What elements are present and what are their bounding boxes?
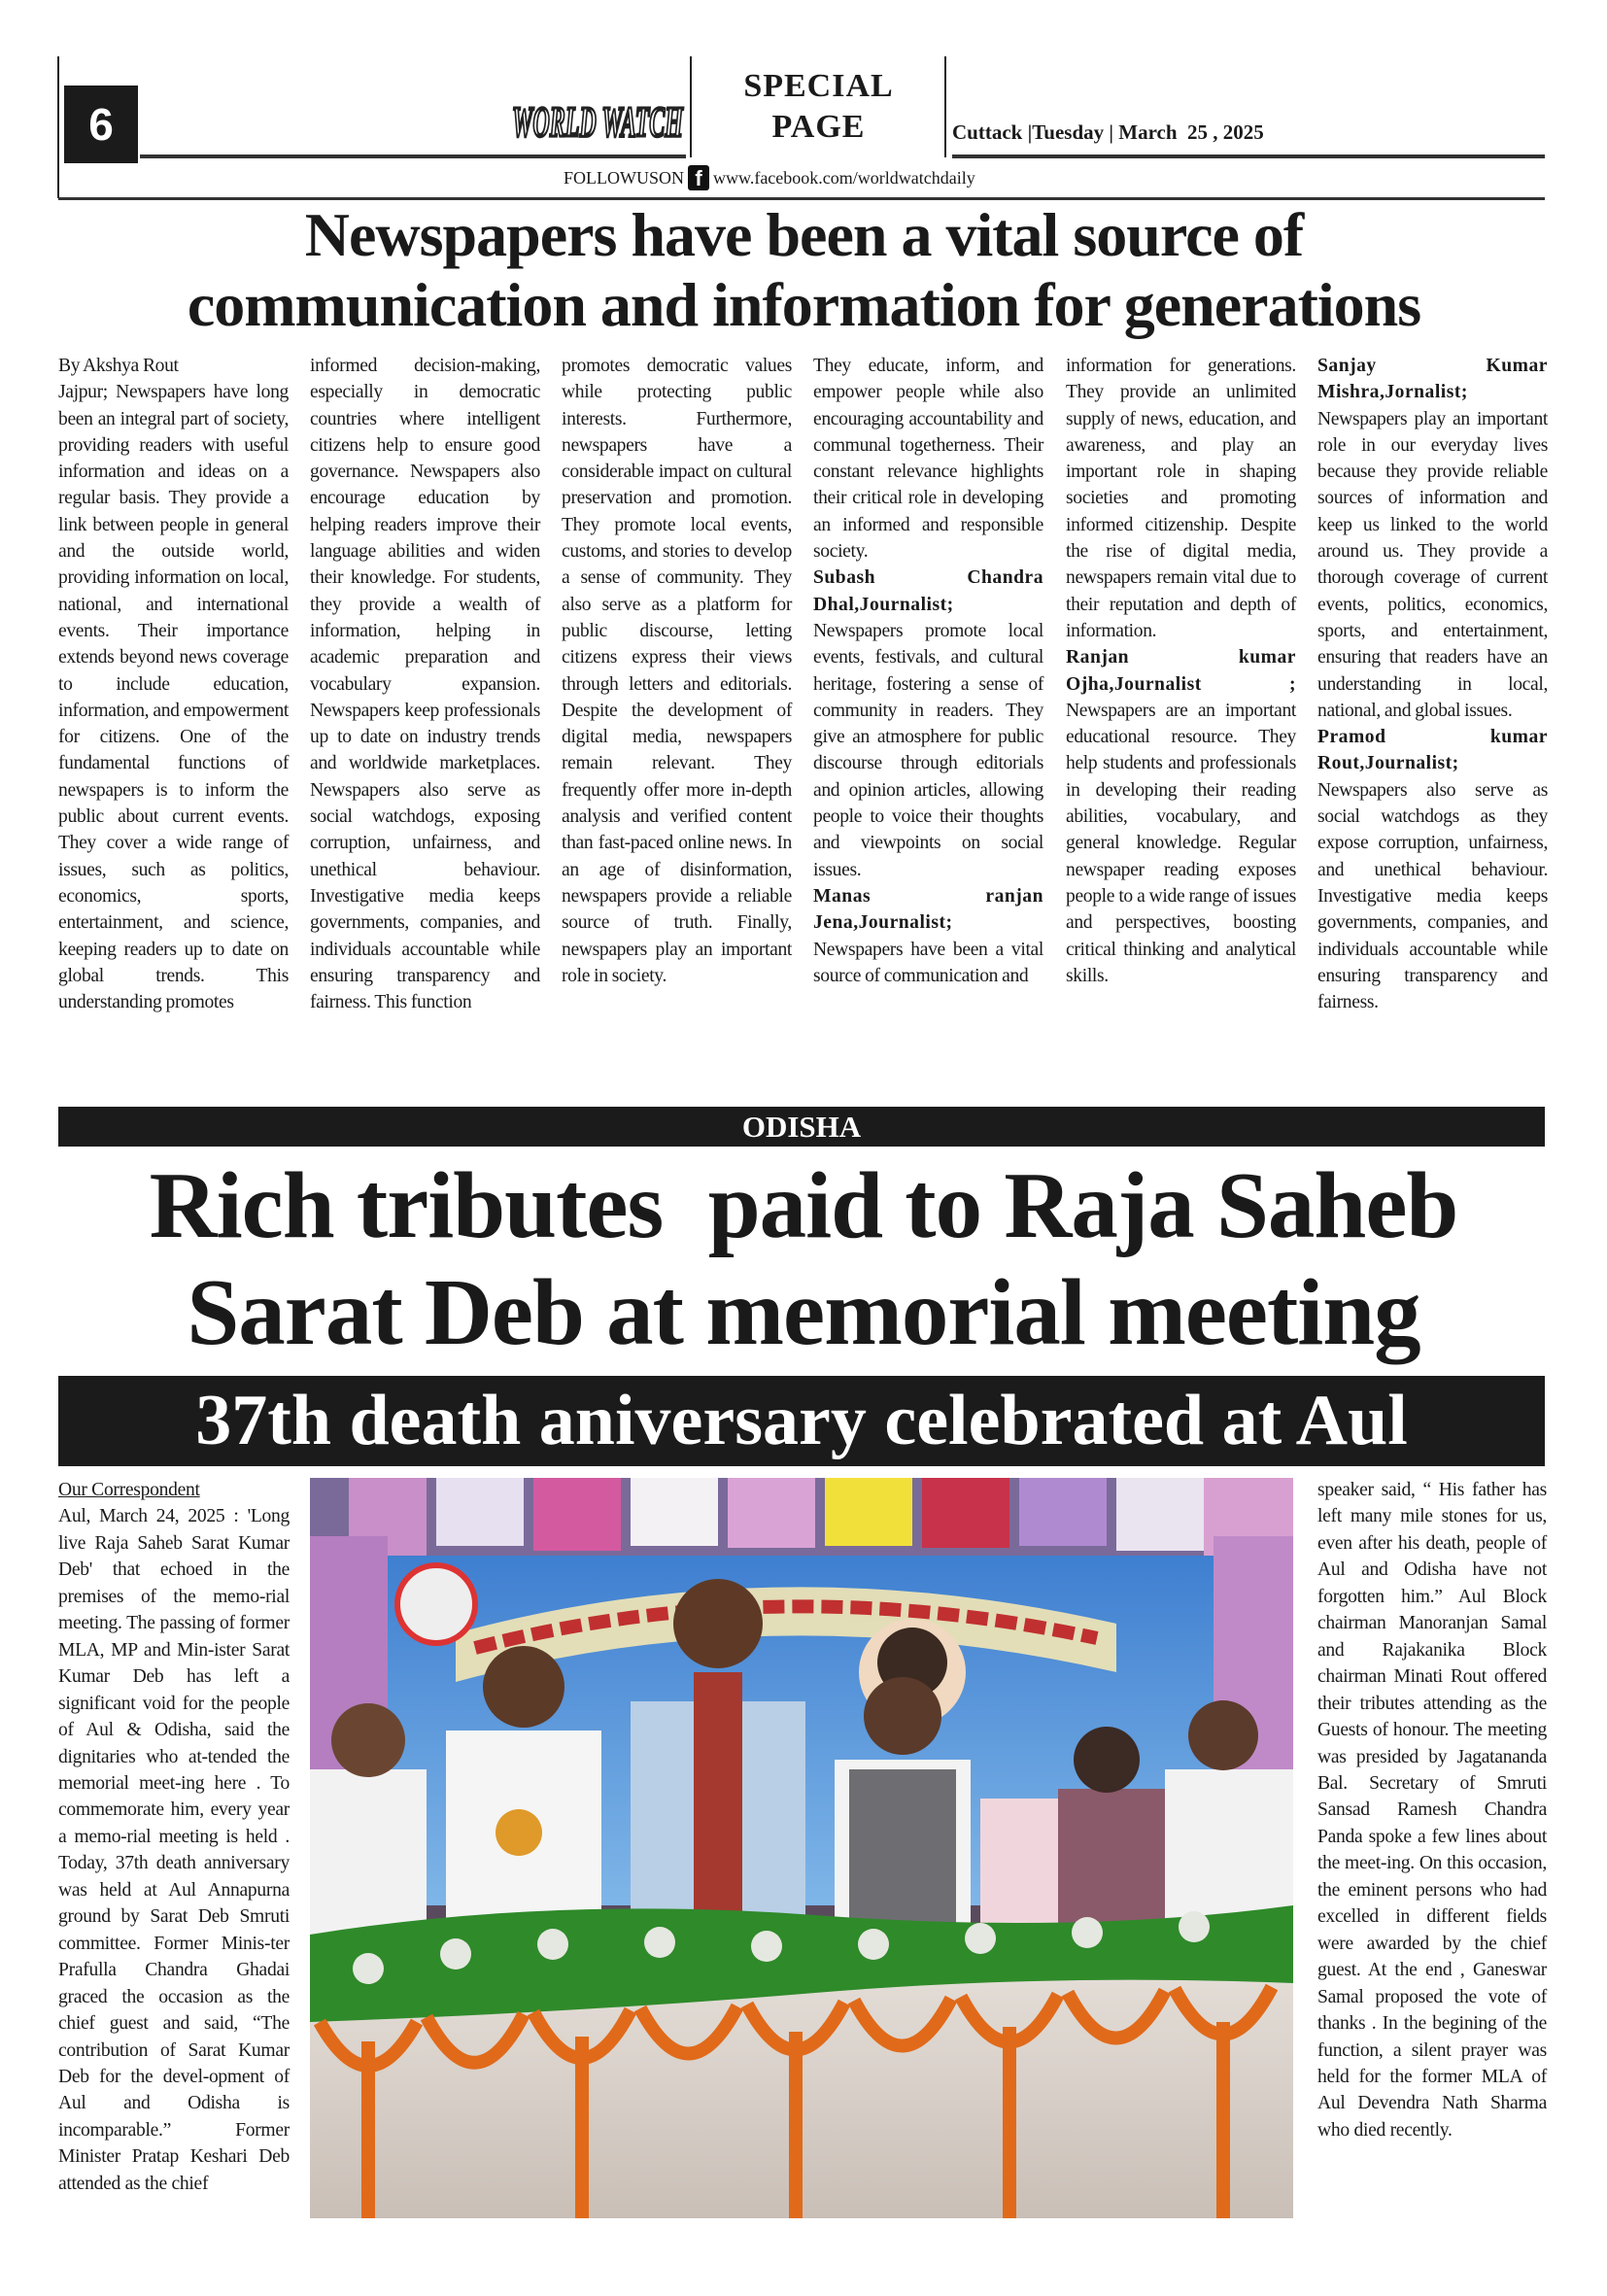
article2-subheadline: 37th death aniversary celebrated at Aul [58,1376,1545,1466]
section-label-line1: SPECIAL [743,68,894,104]
article1-column-4 [813,353,1043,989]
follow-us-line [564,165,975,190]
article1-headline-line1: Newspapers have been a vital source of [304,200,1304,269]
article1-col4-text3: Newspapers have been a vital source of communication and [813,939,1043,986]
svg-text:WORLD WATCH: WORLD WATCH [512,98,684,146]
contributor-name: Subash Chandra Dhal,Journalist; [813,567,1043,615]
article1-column-5 [1066,353,1296,989]
dateline: Cuttack |Tuesday | March 25 , 2025 [952,120,1264,144]
article1-col5-text1: information for generations. They provide an unlimited supply of news, education, and awareness, and play an important role in shaping societies and promoting informed citizenship. Despite the rise of digital media, newspapers remain vital due to their reputation and depth of information. [1066,356,1296,641]
article2-left-text: Aul, March 24, 2025 : 'Long live Raja Saheb Sarat Kumar Deb' that echoed in the premises of the memo-rial meeting. The passing of former MLA, MP and Min-ister Sarat Kumar Deb has left a significant void for the people of Aul & Odisha, said the dignitaries who at-tended the memorial meet-ing here . To commemorate him, every year a memo-rial meeting is held . Today, 37th death anniversary was held at Aul Annapurna ground by Sarat Deb Smruti committee. Former Minis-ter Prafulla Chandra Ghadai graced the occasion as the chief guest and said, “The contribution of Sarat Kumar Deb for the devel-opment of Aul and Odisha is incomparable.” Former Minister Pratap Keshari Deb attended as the chief [58,1506,290,2194]
facebook-icon[interactable]: f [688,165,709,190]
article1-col6-text1: Newspapers play an important role in our everyday lives because they provide reliable sources of information and keep us linked to the world around us. They provide a thorough coverage of current events, politics, economics, sports, and entertainment, ensuring that readers have an understanding in local, national, and global issues. [1317,408,1548,721]
section-label-line2: PAGE [771,109,866,145]
section-label [700,66,938,148]
article1-col4-text2: Newspapers promote local events, festivals, and cultural heritage, fostering a sense of community in readers. They give an atmosphere for public discourse through editorials and opinion articles, allowing people to voice their thoughts and viewpoints on social issues. [813,620,1043,880]
facebook-link[interactable]: www.facebook.com/worldwatchdaily [713,167,975,188]
contributor-name: Manas ranjan Jena,Journalist; [813,885,1043,934]
contributor-name: Pramod kumar Rout,Journalist; [1317,727,1548,774]
masthead-divider-2 [944,56,946,157]
article1-column-1 [58,353,289,1015]
contributor-name: Sanjay Kumar Mishra,Jornalist; [1317,356,1548,403]
article1-col1-text: Jajpur; Newspapers have long been an integral part of society, providing readers with useful information and ideas on a regular basis. They provide a link between people in general and the outside world, providing information on local, national, and international events. Their importance extends beyond news coverage to include education, information, and empowerment for citizens. One of the fundamental functions of newspapers is to inform the public about current events. They cover a wide range of issues, such as politics, economics, sports, entertainment, and science, keeping readers up to date on global trends. This understanding promotes [58,382,289,1013]
article1-col3-text: promotes democratic values while protecting public interests. Furthermore, newspapers have a considerable impact on cultural preservation and promotion. They promote local events, customs, and stories to develop a sense of community. They also serve as a platform for public discourse, letting citizens express their views through letters and editorials. Despite the development of digital media, newspapers remain relevant. They frequently offer more in-depth analysis and verified content than fast-paced online news. In an age of disinformation, newspapers provide a reliable source of truth. Finally, newspapers play an important role in society. [562,356,792,986]
article2-headline-line2: Sarat Deb at memorial meeting [187,1260,1420,1364]
article1-col4-text1: They educate, inform, and empower people while also encouraging accountability and communal togetherness. Their constant relevance highlights their critical role in developing an informed and responsible society. [813,356,1043,563]
event-photo [310,1478,1293,2218]
article1-byline: By Akshya Rout [58,356,179,376]
contributor-name: Ranjan kumar Ojha,Journalist ; [1066,647,1296,695]
masthead-double-rule-right [952,154,1545,158]
article1-col2-text: informed decision-making, especially in democratic countries where intelligent citizens help to ensure good governance. Newspapers also encourage education by helping readers improve their language abilities and widen their knowledge. For students, they provide a wealth of information, helping in academic preparation and vocabulary expansion. Newspapers keep professionals up to date on industry trends and worldwide marketplaces. Newspapers also serve as social watchdogs, exposing corruption, unfairness, and unethical behaviour. Investigative media keeps governments, companies, and individuals accountable while ensuring transparency and fairness. This function [310,356,540,1013]
article1-headline-line2: communication and information for generations [187,270,1421,339]
article2-right-column [1317,1477,1547,2143]
world-watch-logo [510,80,687,155]
article1-headline [53,200,1555,340]
article1-col6-text2: Newspapers also serve as social watchdogs as they expose corruption, unfairness, and unethical behaviour. Investigative media keeps governments, companies, and individuals accountable while ensuring transparency and fairness. [1317,779,1548,1013]
article1-col5-text2: Newspapers are an important educational resource. They help students and professionals in developing their reading abilities, vocabulary, and general knowledge. Regular newspaper reading exposes people to a wide range of issues and perspectives, boosting critical thinking and analytical skills. [1066,700,1296,986]
article2-byline: Our Correspondent [58,1480,200,1500]
article2-headline [39,1152,1568,1366]
masthead-left-rule [57,56,59,198]
masthead-divider-1 [690,56,692,157]
article2-headline-line1: Rich tributes paid to Raja Saheb [149,1153,1458,1257]
follow-us-label: FOLLOWUSON [564,167,684,188]
article1-column-6 [1317,353,1548,1015]
article1-column-2 [310,353,540,1015]
masthead-double-rule-left [140,154,686,158]
article1-column-3 [562,353,792,989]
page-number: 6 [64,86,138,163]
section-bar-odisha: ODISHA [58,1107,1545,1147]
article2-right-text: speaker said, “ His father has left many mile stones for us, even after his death, people of Aul and Odisha have not forgotten him.” Aul Block chairman Manoranjan Samal and Rajakanika Block chairman Minati Rout offered their tributes attending as the Guests of honour. The meeting was presided by Jagatananda Bal. Secretary of Smruti Sansad Ramesh Chandra Panda spoke a few lines about the meet-ing. On this occasion, the eminent persons who had excelled in different fields were awarded by the chief guest. At the end , Ganeswar Samal proposed the vote of thanks . In the begining of the function, a silent prayer was held for the former MLA of Aul Devendra Nath Sharma who died recently. [1317,1480,1547,2141]
article2-left-column [58,1477,290,2197]
